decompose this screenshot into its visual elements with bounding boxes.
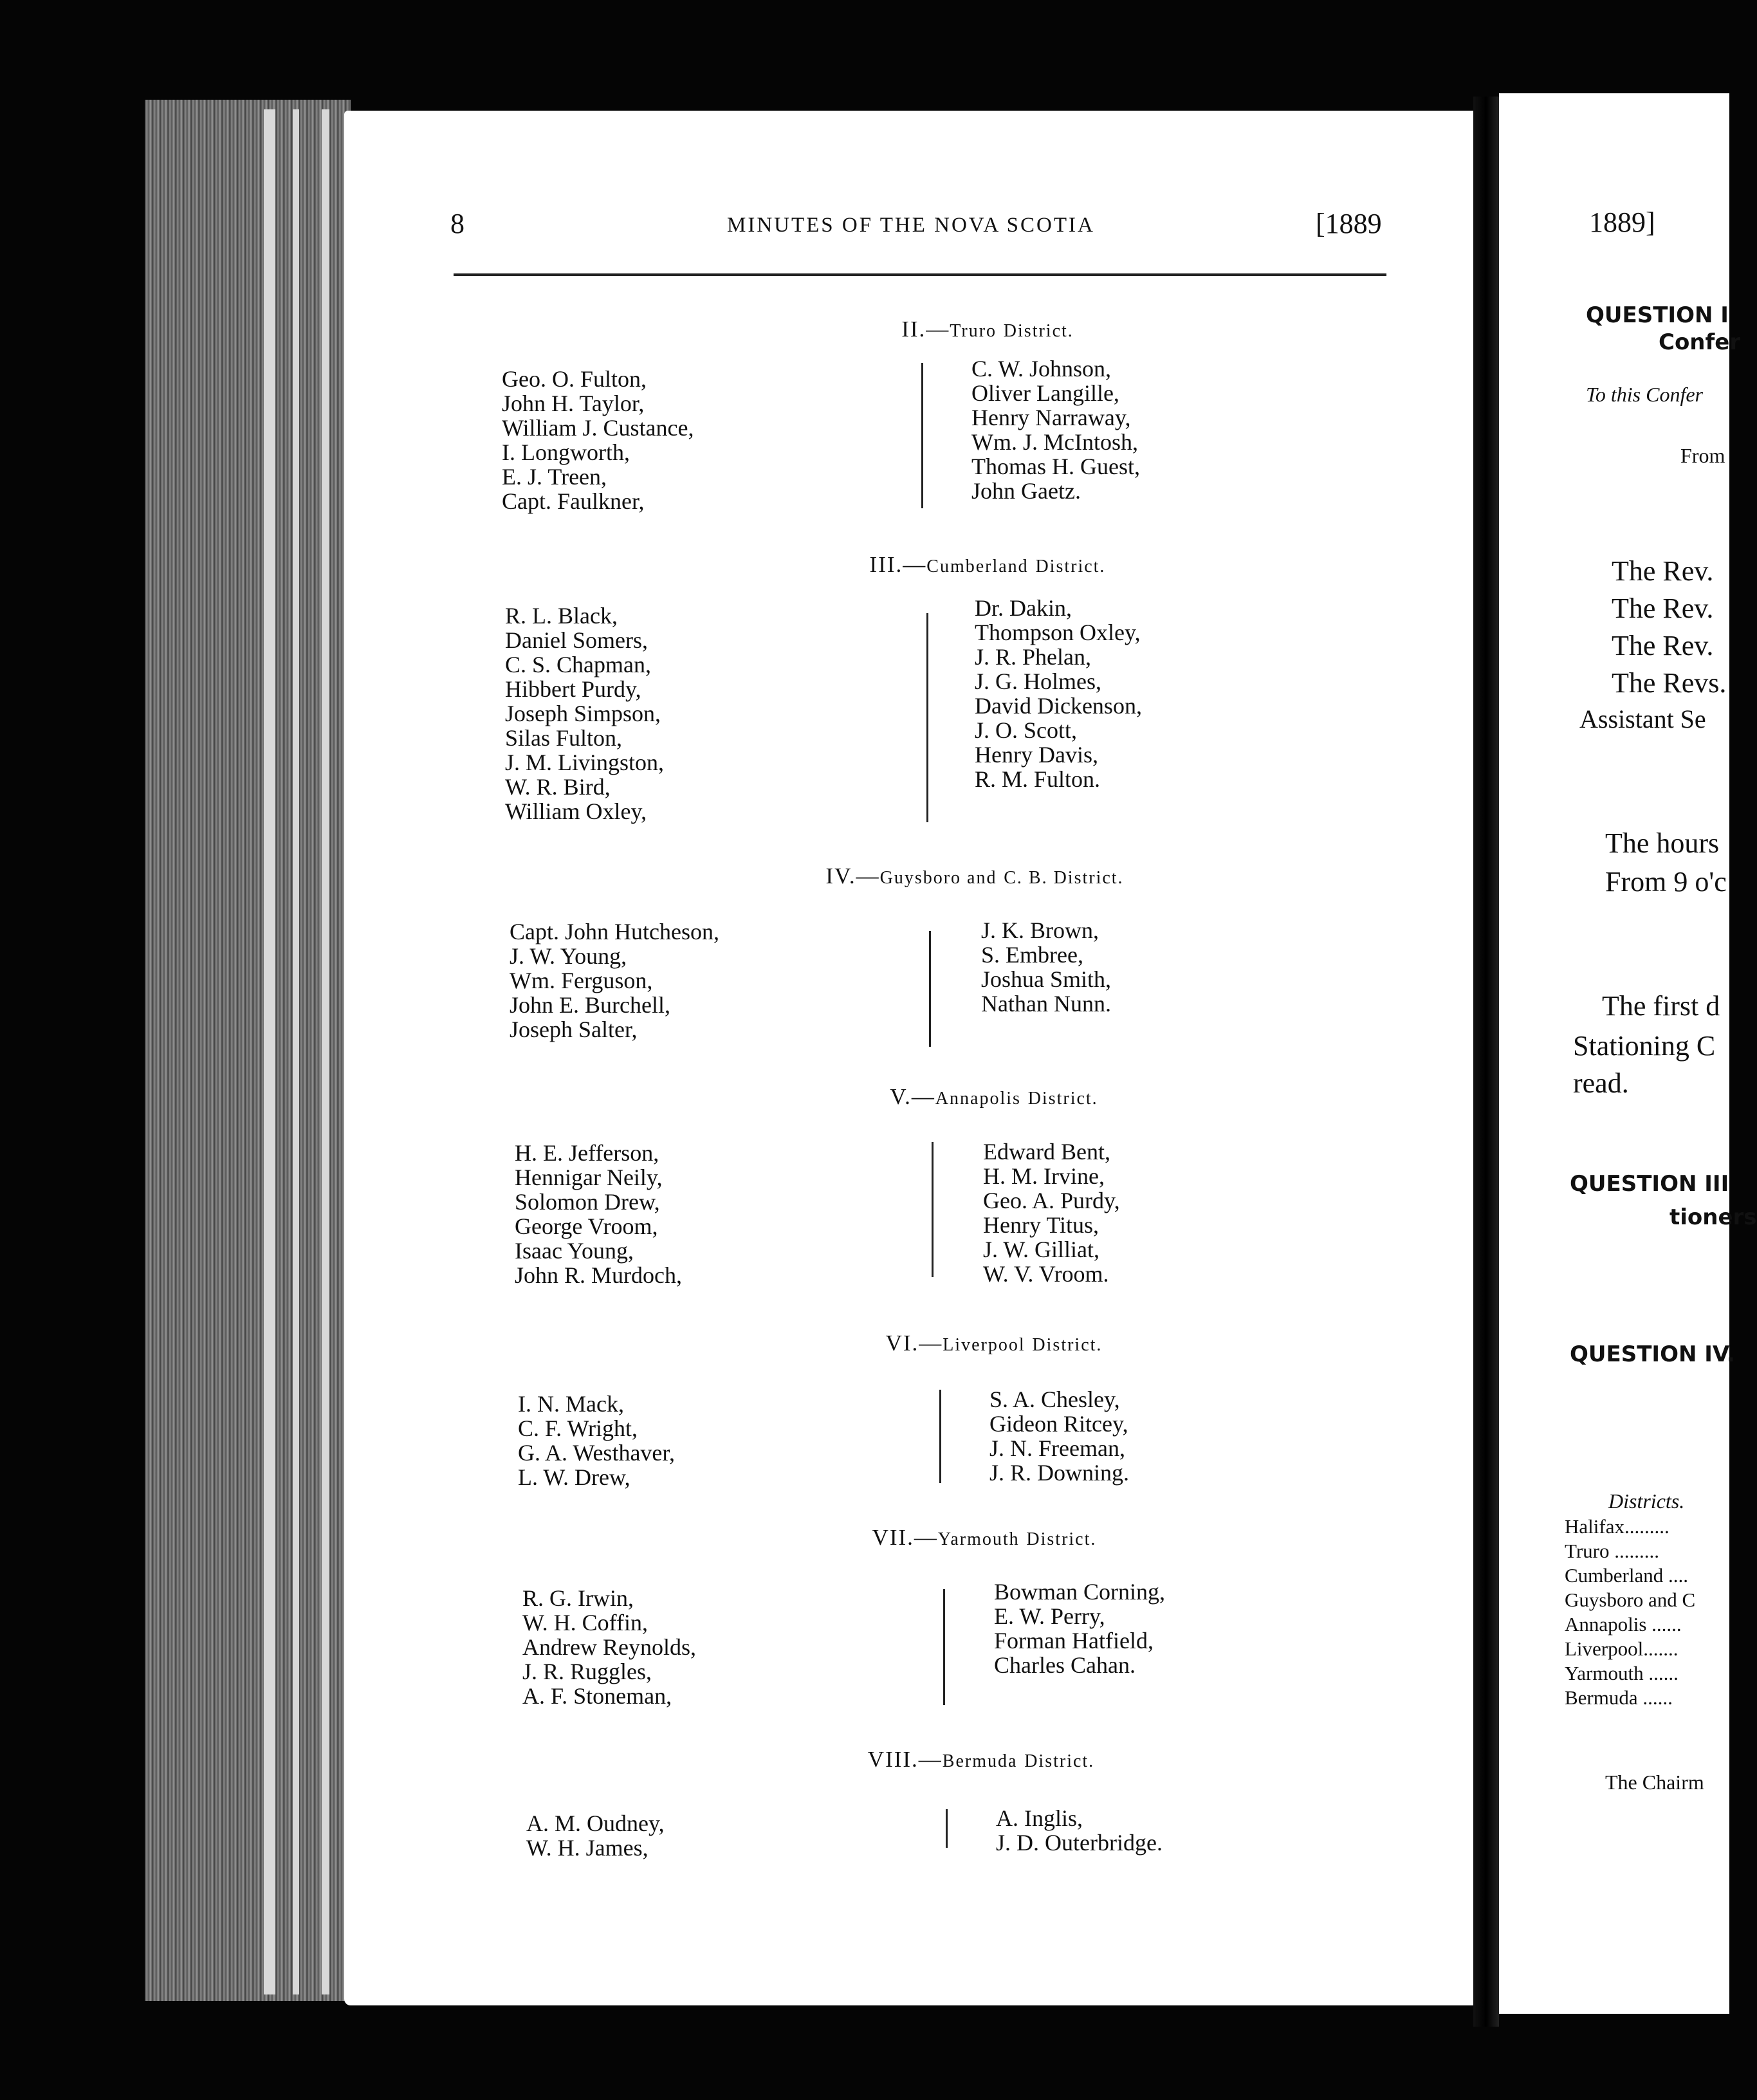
page-edge-stripe <box>293 109 299 1994</box>
name: Wm. J. McIntosh, <box>971 429 1138 455</box>
name: Joseph Salter, <box>510 1017 638 1042</box>
name: David Dickenson, <box>975 693 1142 719</box>
name: Bowman Corning, <box>994 1579 1165 1605</box>
name: John Gaetz. <box>971 478 1081 504</box>
question-3-heading: QUESTION III <box>1570 1171 1729 1197</box>
name: Joseph Simpson, <box>505 701 661 726</box>
name: J. D. Outerbridge. <box>996 1830 1163 1856</box>
name: A. Inglis, <box>996 1805 1083 1831</box>
name: R. G. Irwin, <box>522 1585 634 1611</box>
name: Daniel Somers, <box>505 627 648 653</box>
column-divider <box>943 1589 945 1705</box>
name: J. W. Young, <box>510 943 627 969</box>
district-list-item: Halifax......... <box>1565 1515 1670 1538</box>
question-1-heading: QUESTION I <box>1586 302 1729 328</box>
name: Henry Davis, <box>975 742 1098 768</box>
district-heading: V.—Annapolis District. <box>890 1084 1098 1109</box>
name: S. A. Chesley, <box>989 1386 1120 1412</box>
district-list-item: Liverpool....... <box>1565 1637 1679 1660</box>
first-line: The first d <box>1602 990 1720 1022</box>
name: Andrew Reynolds, <box>522 1634 696 1660</box>
district-heading: II.—Truro District. <box>901 317 1074 342</box>
name: Henry Titus, <box>983 1212 1099 1238</box>
name: Isaac Young, <box>515 1238 634 1264</box>
name: Joshua Smith, <box>981 966 1112 992</box>
name: J. M. Livingston, <box>505 750 665 775</box>
name: Nathan Nunn. <box>981 991 1111 1017</box>
column-divider <box>926 613 928 822</box>
district-heading: VI.—Liverpool District. <box>885 1331 1103 1356</box>
question-4-heading: QUESTION IV. <box>1570 1341 1735 1367</box>
district-heading: VII.—Yarmouth District. <box>872 1525 1097 1550</box>
rev-line: The Rev. <box>1612 593 1714 624</box>
page-number: 8 <box>450 208 465 239</box>
right-year-bracket: 1889] <box>1589 207 1655 238</box>
name: Capt. Faulkner, <box>502 488 645 514</box>
names-left-column <box>518 1392 675 1489</box>
running-title: MINUTES OF THE NOVA SCOTIA <box>727 214 1095 237</box>
names-left-column <box>502 367 694 513</box>
name: Wm. Ferguson, <box>510 968 653 993</box>
header-rule <box>454 273 1386 276</box>
name: John E. Burchell, <box>510 992 670 1018</box>
name: S. Embree, <box>981 942 1083 968</box>
italic-line: To this Confer <box>1586 383 1703 406</box>
names-right-column <box>996 1806 1163 1855</box>
name: Oliver Langille, <box>971 380 1119 406</box>
district-heading: III.—Cumberland District. <box>869 552 1106 577</box>
chairman-line: The Chairm <box>1605 1771 1704 1794</box>
name: J. W. Gilliat, <box>983 1237 1100 1262</box>
name: W. V. Vroom. <box>983 1261 1109 1287</box>
stationing-line: Stationing C <box>1573 1030 1716 1062</box>
names-left-column <box>515 1141 682 1287</box>
name: Henry Narraway, <box>971 405 1131 430</box>
name: George Vroom, <box>515 1213 658 1239</box>
name: William J. Custance, <box>502 415 694 441</box>
names-left-column <box>505 603 664 824</box>
name: Thomas H. Guest, <box>971 454 1140 479</box>
names-right-column <box>981 918 1111 1016</box>
name: Silas Fulton, <box>505 725 623 751</box>
district-heading: VIII.—Bermuda District. <box>867 1747 1095 1772</box>
hours-line: From 9 o'c <box>1605 866 1727 898</box>
name: Capt. John Hutcheson, <box>510 919 719 944</box>
name: Geo. O. Fulton, <box>502 366 647 392</box>
district-list-item: Guysboro and C <box>1565 1589 1696 1611</box>
question-3-heading-cont: tioners <box>1670 1204 1757 1230</box>
name: Edward Bent, <box>983 1139 1110 1165</box>
names-right-column <box>971 356 1140 503</box>
book-gutter <box>1473 97 1499 2027</box>
name: J. R. Phelan, <box>975 644 1092 670</box>
name: J. O. Scott, <box>975 717 1078 743</box>
name: J. R. Downing. <box>989 1460 1130 1486</box>
name: John R. Murdoch, <box>515 1262 682 1288</box>
names-right-column <box>989 1387 1129 1485</box>
name: L. W. Drew, <box>518 1464 630 1490</box>
column-divider <box>921 363 923 508</box>
name: J. G. Holmes, <box>975 668 1101 694</box>
name: H. M. Irvine, <box>983 1163 1105 1189</box>
name: J. N. Freeman, <box>989 1435 1125 1461</box>
name: R. L. Black, <box>505 603 618 629</box>
name: C. W. Johnson, <box>971 356 1112 382</box>
column-divider <box>946 1809 948 1848</box>
name: J. K. Brown, <box>981 917 1099 943</box>
names-left-column <box>510 919 719 1042</box>
name: E. J. Treen, <box>502 464 607 490</box>
name: A. F. Stoneman, <box>522 1683 672 1709</box>
page-edge-stripe <box>264 109 275 1994</box>
rev-line: The Revs. <box>1612 667 1727 699</box>
column-divider <box>932 1142 934 1277</box>
column-divider <box>939 1390 941 1483</box>
book-page-edges <box>145 100 351 2001</box>
page-edge-stripe <box>322 109 329 1994</box>
name: C. F. Wright, <box>518 1415 638 1441</box>
read-line: read. <box>1573 1067 1629 1099</box>
name: Solomon Drew, <box>515 1189 660 1215</box>
name: W. R. Bird, <box>505 774 611 800</box>
name: John H. Taylor, <box>502 391 645 416</box>
name: G. A. Westhaver, <box>518 1440 675 1466</box>
assistant-line: Assistant Se <box>1579 705 1706 733</box>
names-right-column <box>983 1139 1120 1286</box>
district-list-item: Yarmouth ...... <box>1565 1662 1679 1684</box>
district-list-item: Annapolis ...... <box>1565 1613 1682 1635</box>
name: W. H. Coffin, <box>522 1610 649 1635</box>
name: Charles Cahan. <box>994 1652 1136 1678</box>
district-list-item: Bermuda ...... <box>1565 1686 1673 1709</box>
district-heading: IV.—Guysboro and C. B. District. <box>825 863 1124 889</box>
district-list-item: Truro ......... <box>1565 1540 1659 1562</box>
names-right-column <box>994 1580 1165 1677</box>
name: E. W. Perry, <box>994 1603 1105 1629</box>
name: I. Longworth, <box>502 439 630 465</box>
name: Hibbert Purdy, <box>505 676 641 702</box>
name: J. R. Ruggles, <box>522 1659 652 1684</box>
name: C. S. Chapman, <box>505 652 652 677</box>
column-divider <box>929 931 931 1047</box>
name: A. M. Oudney, <box>526 1810 665 1836</box>
name: Hennigar Neily, <box>515 1165 663 1190</box>
hours-line: The hours <box>1605 827 1720 859</box>
districts-label: Districts. <box>1608 1489 1685 1513</box>
name: Geo. A. Purdy, <box>983 1188 1120 1213</box>
names-right-column <box>975 596 1142 791</box>
name: R. M. Fulton. <box>975 766 1101 792</box>
name: I. N. Mack, <box>518 1391 624 1417</box>
name: William Oxley, <box>505 798 647 824</box>
rev-line: The Rev. <box>1612 630 1714 661</box>
name: H. E. Jefferson, <box>515 1140 659 1166</box>
rev-line: The Rev. <box>1612 555 1714 587</box>
name: Gideon Ritcey, <box>989 1411 1128 1437</box>
from-word: From <box>1680 444 1725 467</box>
name: W. H. James, <box>526 1835 649 1861</box>
question-1-heading-cont: Confer <box>1659 329 1741 355</box>
names-left-column <box>526 1811 665 1860</box>
district-list-item: Cumberland .... <box>1565 1564 1688 1587</box>
year-bracket: [1889 <box>1316 208 1382 239</box>
name: Thompson Oxley, <box>975 620 1141 645</box>
name: Dr. Dakin, <box>975 595 1072 621</box>
name: Forman Hatfield, <box>994 1628 1154 1653</box>
names-left-column <box>522 1586 696 1708</box>
